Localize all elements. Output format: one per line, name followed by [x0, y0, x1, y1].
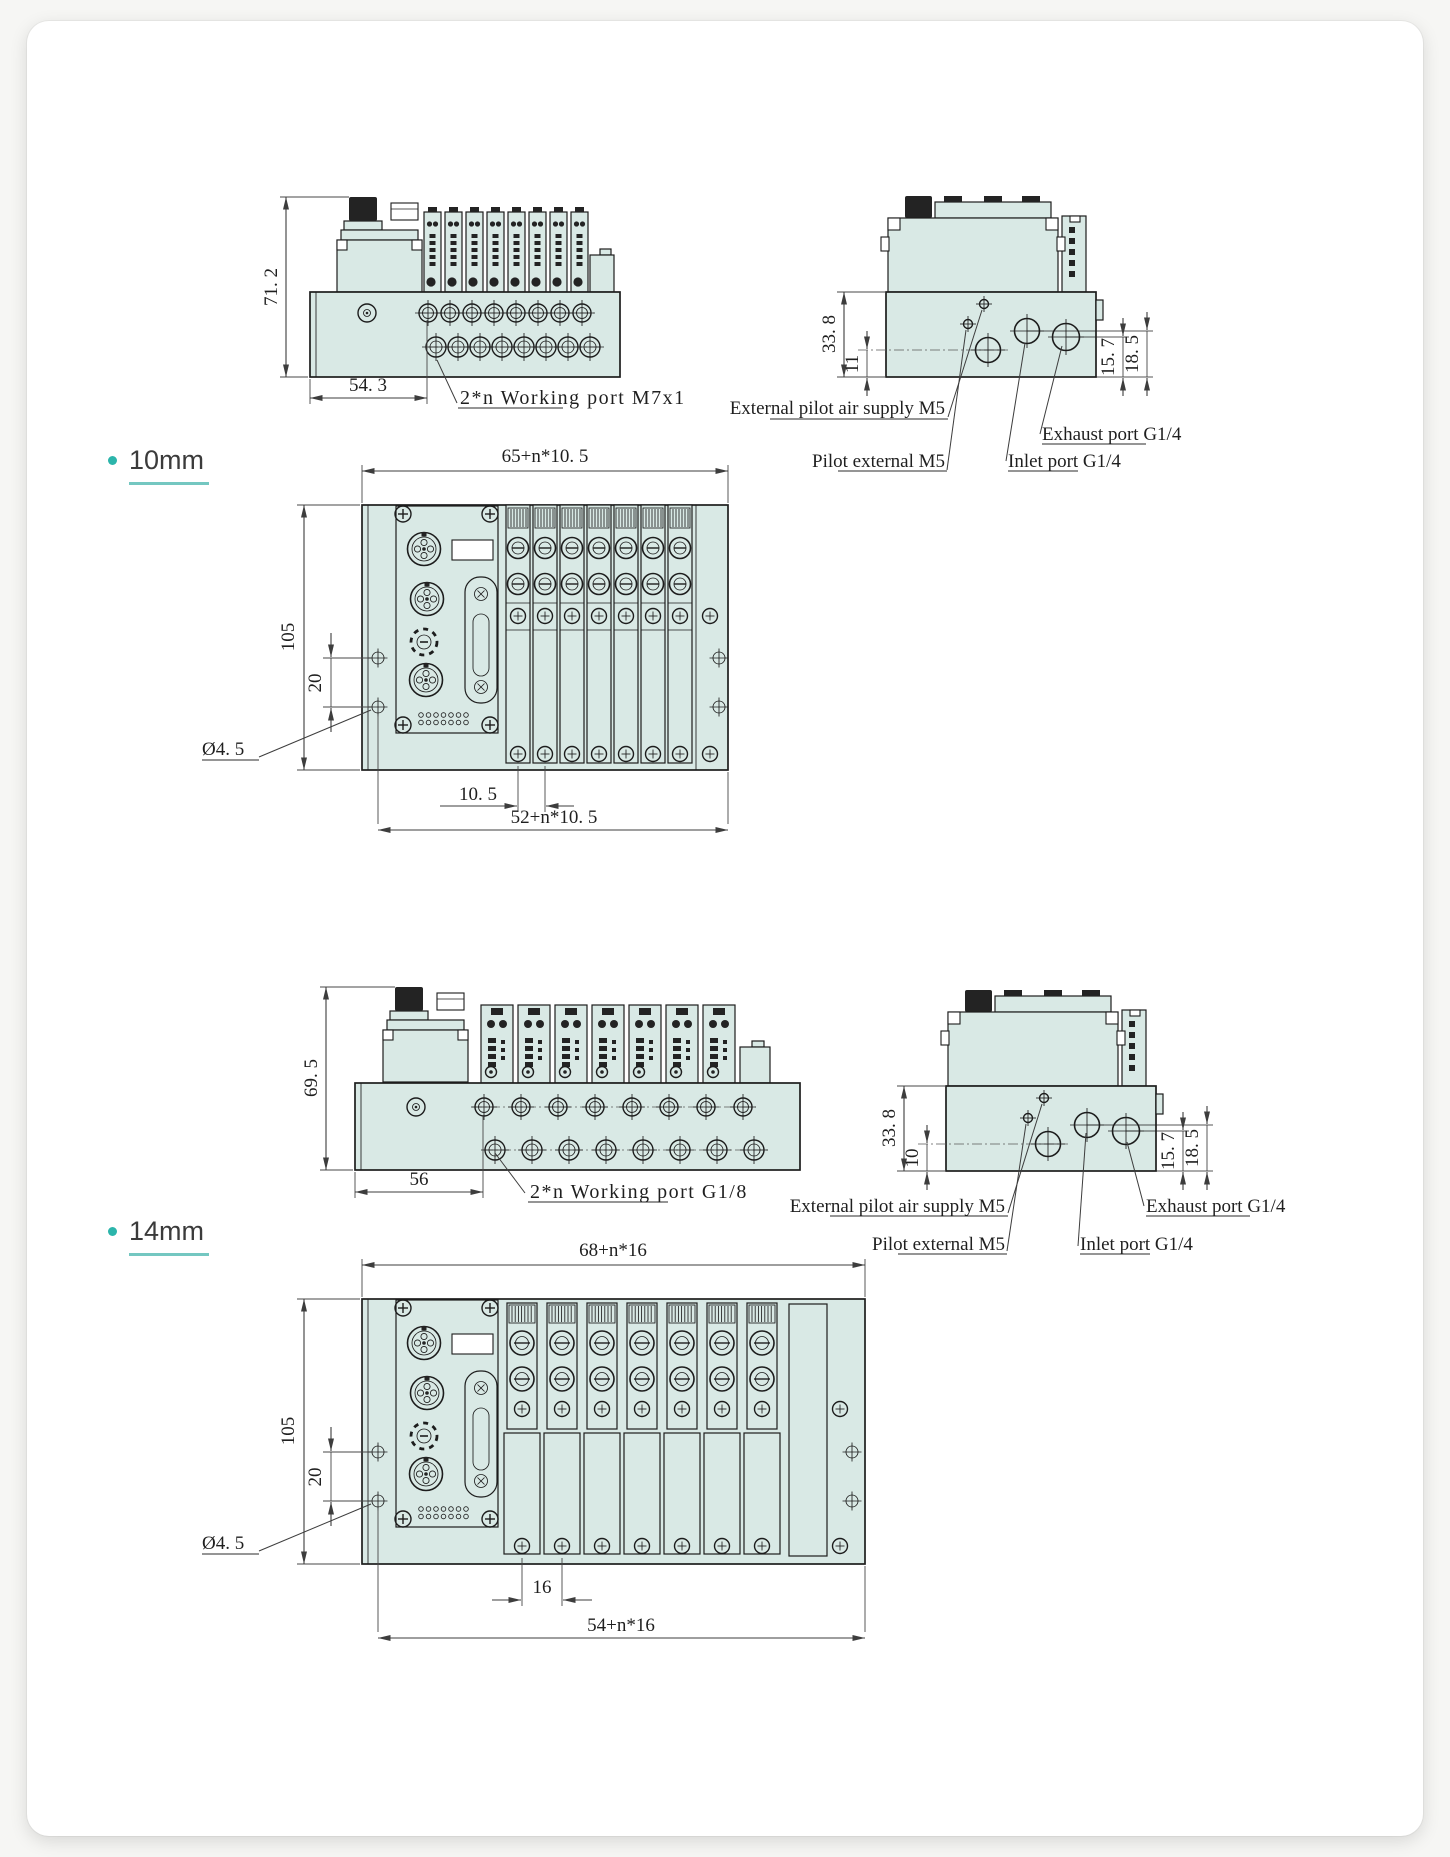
valve-station [703, 1005, 735, 1083]
valve-station [614, 505, 638, 763]
valve-station [704, 1303, 740, 1554]
valve-station [487, 207, 504, 292]
label-pilot-external-14: Pilot external M5 [872, 1234, 1005, 1255]
manifold-side-body [858, 196, 1103, 377]
dim-exhaust-height-14: 15. 7 [1158, 1132, 1179, 1170]
blank-station [789, 1304, 827, 1556]
valve-station [624, 1303, 660, 1554]
dim-hole-dia-10: Ø4. 5 [202, 739, 245, 760]
valve-station [466, 207, 483, 292]
dim-overall-width-14: 68+n*16 [579, 1240, 647, 1261]
valve-station [584, 1303, 620, 1554]
valve-station [592, 1005, 624, 1083]
section-title-14mm: 14mm [129, 1216, 205, 1246]
valve-station [529, 207, 546, 292]
valve-station [544, 1303, 580, 1554]
control-unit [383, 987, 468, 1082]
label-inlet-10: Inlet port G1/4 [1008, 451, 1121, 472]
valve-station [424, 207, 441, 292]
label-working-port-14: 2*n Working port G1/8 [530, 1181, 748, 1203]
label-external-pilot-10: External pilot air supply M5 [729, 398, 945, 419]
valve-station [533, 505, 557, 763]
label-inlet-14: Inlet port G1/4 [1080, 1234, 1193, 1255]
dim-hole-pitch-14: 20 [305, 1467, 326, 1487]
dim-depth-10: 33. 8 [819, 315, 840, 353]
dim-mount-span-14: 54+n*16 [587, 1615, 655, 1636]
dim-inlet-height-14: 18. 5 [1182, 1129, 1203, 1167]
dim-height-14: 69. 5 [301, 1059, 322, 1097]
dim-depth-top-14: 105 [278, 1416, 299, 1446]
valve-station [587, 505, 611, 763]
dim-height-10: 71. 2 [261, 268, 282, 306]
dim-overall-width-10: 65+n*10. 5 [501, 446, 589, 467]
dim-depth-14: 33. 8 [879, 1109, 900, 1147]
valve-station [641, 505, 665, 763]
label-working-port-10: 2*n Working port M7x1 [460, 387, 686, 409]
control-unit [337, 197, 422, 292]
valve-station [668, 505, 692, 763]
dim-station-pitch-14: 16 [532, 1577, 552, 1598]
valve-station [629, 1005, 661, 1083]
dim-inlet-height-10: 18. 5 [1122, 335, 1143, 373]
dim-pilot-height-10: 11 [842, 354, 863, 374]
controller-plate [395, 1300, 498, 1527]
dim-pilot-height-14: 10 [902, 1148, 923, 1168]
valve-station [445, 207, 462, 292]
view-top-10mm [202, 446, 729, 830]
valve-station [504, 1303, 540, 1554]
dim-hole-dia-14: Ø4. 5 [202, 1533, 245, 1554]
view-top-14mm [202, 1240, 865, 1638]
manifold-base [355, 1083, 800, 1170]
dim-mount-span-10: 52+n*10. 5 [510, 807, 598, 828]
dim-station-pitch-10: 10. 5 [459, 784, 497, 805]
manifold-side-body [918, 990, 1163, 1171]
dim-hole-pitch-10: 20 [305, 673, 326, 693]
controller-plate [395, 506, 498, 733]
label-external-pilot-14: External pilot air supply M5 [789, 1196, 1005, 1217]
dim-depth-top-10: 105 [278, 622, 299, 652]
valve-station [550, 207, 567, 292]
view-side-10mm [730, 196, 1182, 472]
manifold-base [310, 292, 620, 377]
label-pilot-external-10: Pilot external M5 [812, 451, 945, 472]
valve-station [508, 207, 525, 292]
dim-width-10: 54. 3 [349, 375, 387, 396]
label-exhaust-14: Exhaust port G1/4 [1146, 1196, 1286, 1217]
dim-exhaust-height-10: 15. 7 [1098, 338, 1119, 376]
valve-station [555, 1005, 587, 1083]
valve-station [506, 505, 530, 763]
label-exhaust-10: Exhaust port G1/4 [1042, 424, 1182, 445]
valve-station [571, 207, 588, 292]
section-title-10mm: 10mm [129, 445, 205, 475]
valve-station [666, 1005, 698, 1083]
dim-width-14: 56 [409, 1169, 429, 1190]
view-front-14mm [301, 987, 800, 1203]
valve-station [664, 1303, 700, 1554]
view-side-14mm [790, 990, 1286, 1255]
valve-station [744, 1303, 780, 1554]
valve-station [560, 505, 584, 763]
view-front-10mm [261, 197, 686, 409]
valve-station [481, 1005, 513, 1083]
valve-station [518, 1005, 550, 1083]
